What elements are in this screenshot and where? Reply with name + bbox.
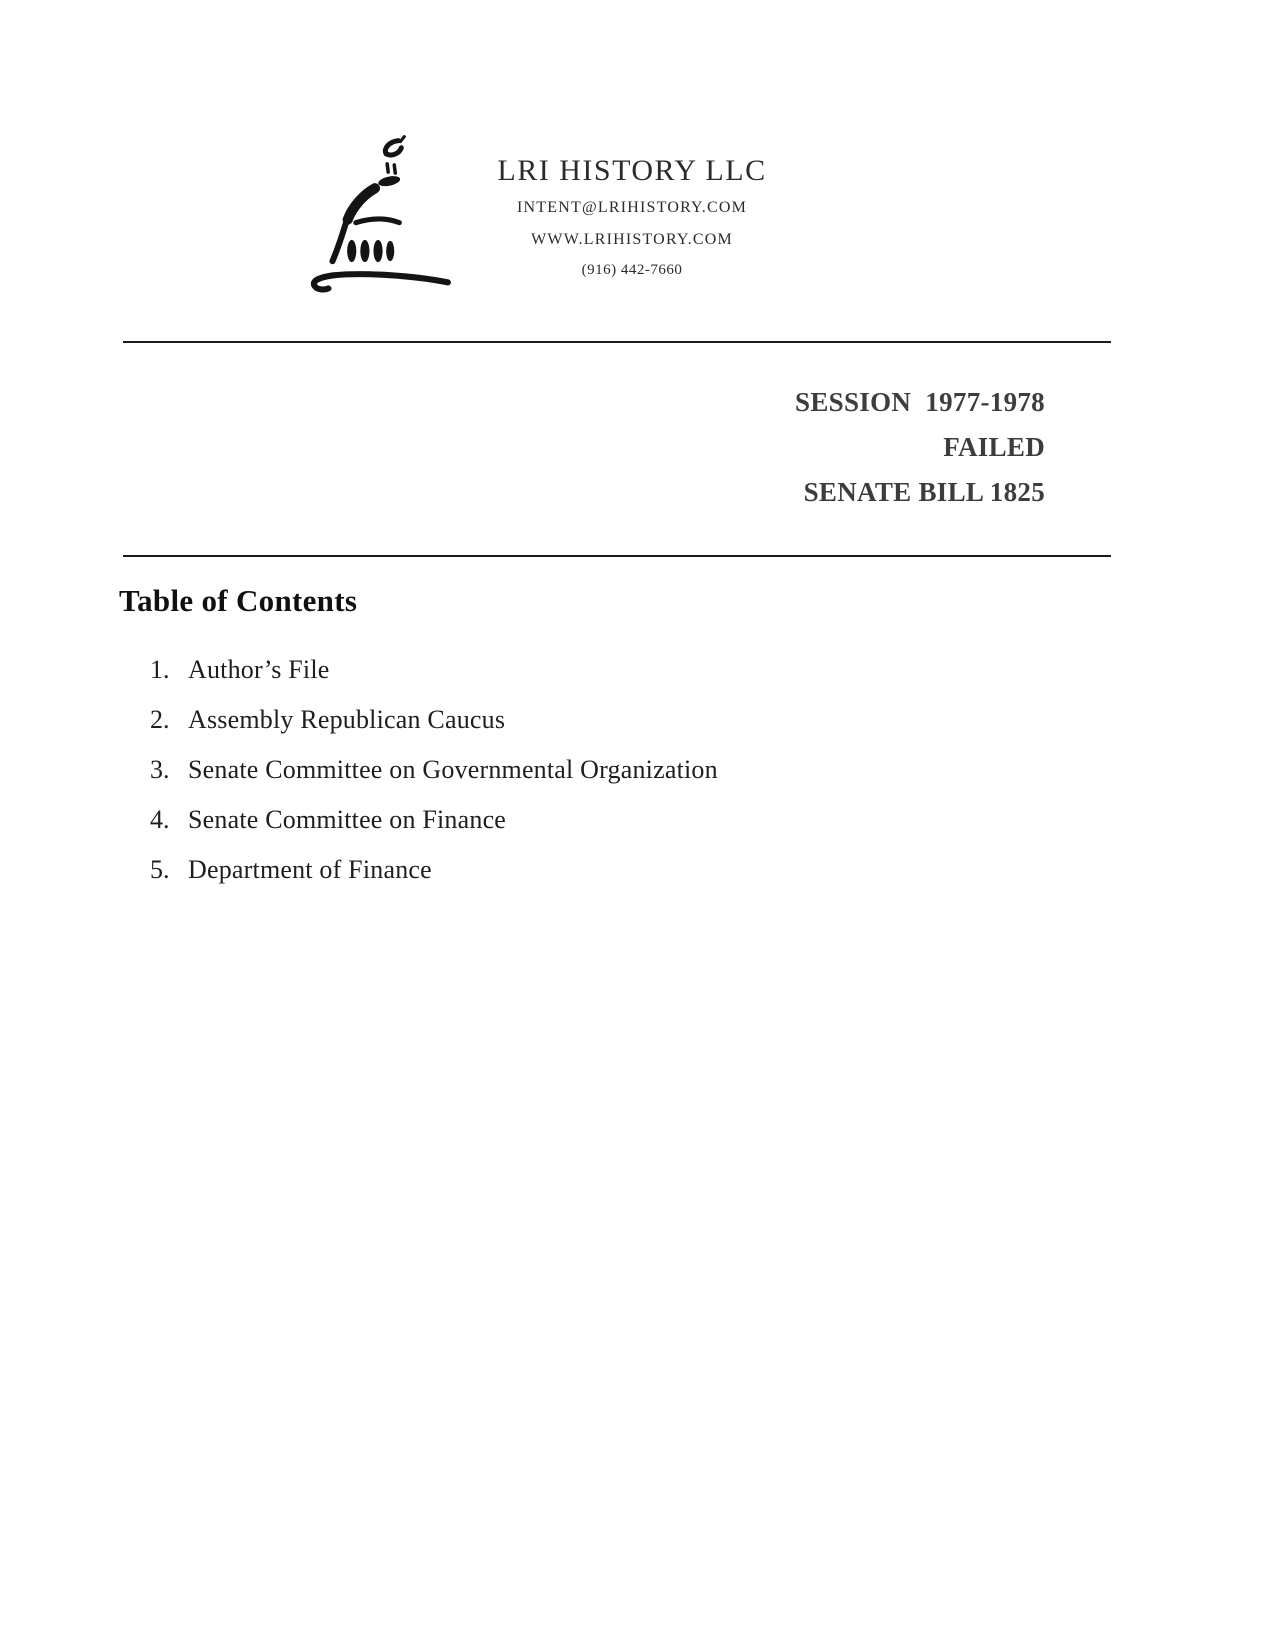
toc-item <box>150 745 1050 795</box>
company-website: WWW.LRIHISTORY.COM <box>531 231 733 248</box>
toc-item-number: 5. <box>150 855 170 884</box>
toc-item <box>150 845 1050 895</box>
toc-item <box>150 645 1050 695</box>
toc-item-number: 2. <box>150 705 170 734</box>
toc-item-label: Author’s File <box>188 655 330 684</box>
toc-item-label: Senate Committee on Governmental Organization <box>188 755 718 784</box>
session-block <box>645 380 1045 515</box>
horizontal-rule-top <box>123 341 1111 343</box>
toc-item-label: Senate Committee on Finance <box>188 805 507 834</box>
toc-item-number: 4. <box>150 805 170 834</box>
toc-list <box>150 645 1050 895</box>
toc-item-label: Assembly Republican Caucus <box>188 705 506 734</box>
company-name: LRI HISTORY LLC <box>497 154 767 187</box>
toc-item <box>150 695 1050 745</box>
toc-item-number: 3. <box>150 755 170 784</box>
bill-status: FAILED <box>943 432 1045 462</box>
company-phone: (916) 442-7660 <box>581 262 683 278</box>
horizontal-rule-bottom <box>123 555 1111 557</box>
bill-number: SENATE BILL 1825 <box>803 477 1045 507</box>
session-years: SESSION 1977-1978 <box>795 387 1045 417</box>
letterhead <box>420 150 844 286</box>
toc-item-label: Department of Finance <box>188 855 432 884</box>
company-email: INTENT@LRIHISTORY.COM <box>516 199 748 216</box>
toc-item-number: 1. <box>150 655 170 684</box>
toc-heading: Table of Contents <box>119 583 358 618</box>
toc-item <box>150 795 1050 845</box>
